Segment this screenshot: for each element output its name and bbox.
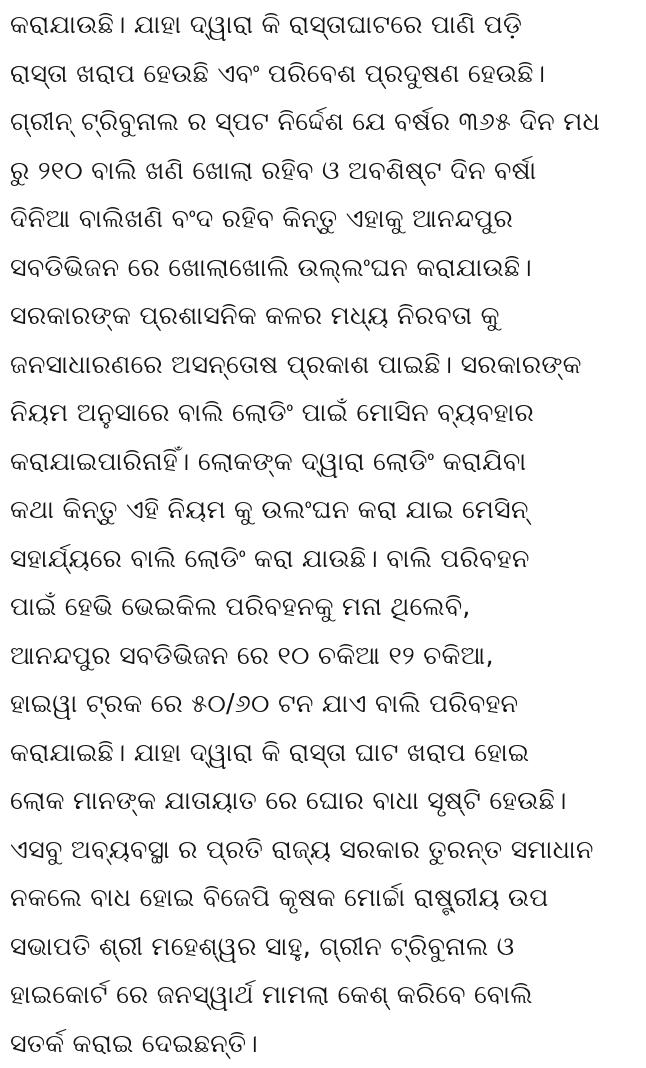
text-line: ସହାର୍ଯ୍ୟରେ ବାଲି ଲୋଡିଂ କରା ଯାଉଛି। ବାଲି ପରିବହନ	[10, 535, 640, 584]
text-line: ସଭାପତି ଶ୍ରୀ ମହେଶ୍ୱର ସାହୁ, ଗ୍ରୀନ ଟ୍ରିବୁନାଲ ଓ	[10, 923, 640, 972]
text-line: ରୁ ୨୧୦ ବାଲି ଖଣି ଖୋଲା ରହିବ ଓ ଅବଶିଷ୍ଟ ଦିନ ବର୍ଷା	[10, 147, 640, 196]
text-line: ସରକାରଙ୍କ ପ୍ରଶାସନିକ କଳର ମଧ୍ୟ ନିରବତା କୁ	[10, 292, 640, 341]
text-line: ରାସ୍ତା ଖରାପ ହେଉଛି ଏବଂ ପରିବେଶ ପ୍ରଦୁଷଣ ହେଉଛି।	[10, 50, 640, 99]
text-line: ଆନନ୍ଦପୁର ସବଡିଭିଜନ ରେ ୧୦ ଚକିଆ ୧୨ ଚକିଆ,	[10, 632, 640, 681]
article-body	[10, 0, 640, 1068]
text-line: ପାଇଁ ହେଭି ଭେଇକିଲ ପରିବହନକୁ ମନା ଥିଲେବି,	[10, 583, 640, 632]
text-line: ହାଇକୋର୍ଟ ରେ ଜନସ୍ୱାର୍ଥ ମାମଲା କେଶ୍ କରିବେ ବୋଲି	[10, 971, 640, 1020]
text-line: ଏସବୁ ଅବ୍ୟବସ୍ଥା ର ପ୍ରତି ରାଜ୍ୟ ସରକାର ତୁରନ୍ତ ସମାଧାନ	[10, 826, 640, 875]
text-line: କରାଯାଉଛି। ଯାହା ଦ୍ୱାରା କି ରାସ୍ତାଘାଟରେ ପାଣି ପଡ଼ି	[10, 1, 640, 50]
text-line: ନକଲେ ବାଧ ହୋଇ ବିଜେପି କୃଷକ ମୋର୍ଚ୍ଚା ରାଷ୍ଟ୍ରୀୟ ଉପ	[10, 874, 640, 923]
text-line: ନିୟମ ଅନୁସାରେ ବାଲି ଲୋଡିଂ ପାଇଁ ମୋସିନ ବ୍ୟବହାର	[10, 389, 640, 438]
text-line: କରାଯାଇପାରିନାହିଁ। ଲୋକଙ୍କ ଦ୍ୱାରା ଲୋଡିଂ କରାଯିବା	[10, 438, 640, 487]
text-line: ଗ୍ରୀନ୍ ଟ୍ରିବୁନାଲ ର ସ୍ପଟ ନିର୍ଦ୍ଦେଶ ଯେ ବର୍ଷର ୩୬୫ ଦିନ ମଧ	[10, 98, 640, 147]
text-line: ଜନସାଧାରଣରେ ଅସନ୍ତୋଷ ପ୍ରକାଶ ପାଇଛି। ସରକାରଙ୍କ	[10, 341, 640, 390]
text-line: ଲୋକ ମାନଙ୍କ ଯାତାୟାତ ରେ ଘୋର ବାଧା ସୃଷ୍ଟି ହେଉଛି।	[10, 777, 640, 826]
text-line: ସତର୍କ କରାଇ ଦେଇଛନ୍ତି।	[10, 1020, 640, 1068]
text-line: କରାଯାଇଛି। ଯାହା ଦ୍ୱାରା କି ରାସ୍ତା ଘାଟ ଖରାପ ହୋଇ	[10, 729, 640, 778]
text-line: ହାଇୱା ଟ୍ରକ ରେ ୫୦/୬୦ ଟନ ଯାଏ ବାଲି ପରିବହନ	[10, 680, 640, 729]
text-line: କଥା କିନ୍ତୁ ଏହି ନିୟମ କୁ ଉଲଂଘନ କରା ଯାଇ ମେସିନ୍	[10, 486, 640, 535]
text-line: ସବଡିଭିଜନ ରେ ଖୋଲାଖୋଲି ଉଲ୍ଲଂଘନ କରାଯାଉଛି।	[10, 244, 640, 293]
text-line: ଦିନିଆ ବାଲିଖଣି ବଂଦ ରହିବ କିନ୍ତୁ ଏହାକୁ ଆନନ୍ଦପୁର	[10, 195, 640, 244]
